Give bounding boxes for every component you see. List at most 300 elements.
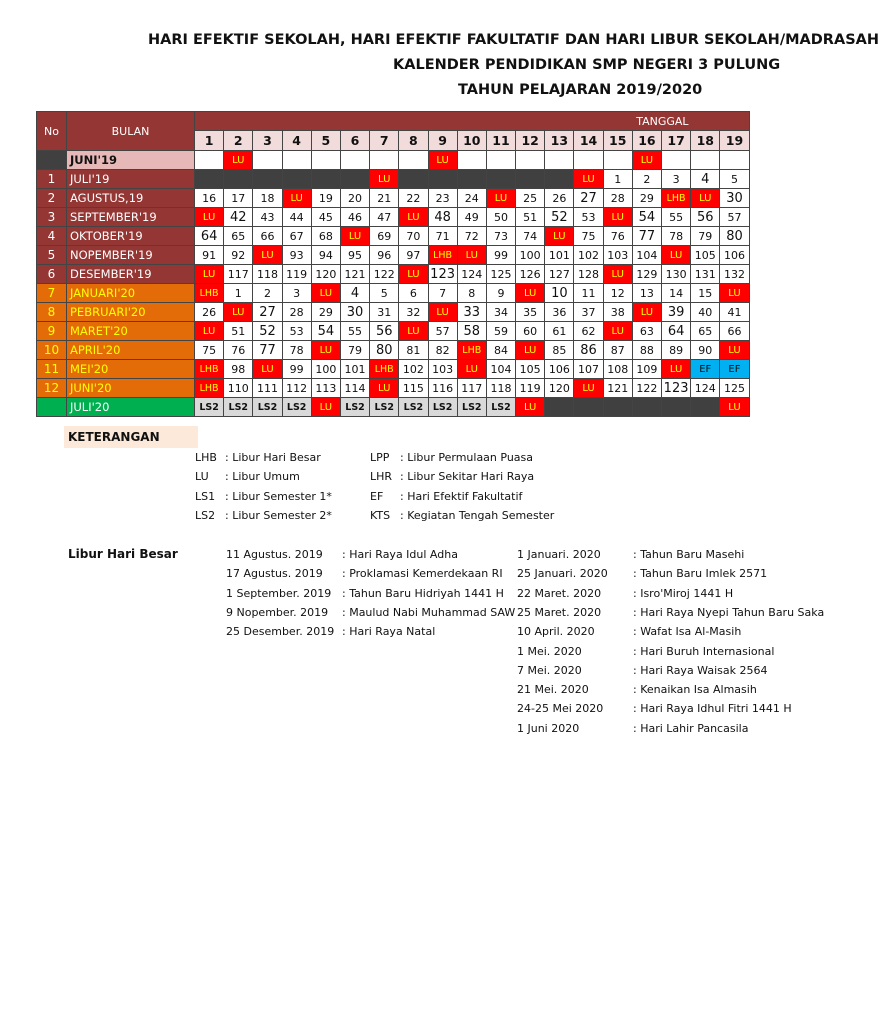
day-count-cell: 126 [516,265,545,284]
day-count-cell: 26 [545,189,574,208]
day-count-cell: 118 [486,379,515,398]
holiday-item [226,587,504,600]
holiday-date: 11 Agustus. 2019 [226,548,323,561]
day-header-4: 4 [282,131,311,151]
title-line-1: HARI EFEKTIF SEKOLAH, HARI EFEKTIF FAKULTATIF DAN HARI LIBUR SEKOLAH/MADRASAH [148,32,879,48]
holiday-cell: LU [603,208,632,227]
holiday-cell: LU [399,208,428,227]
holiday-date: 25 Januari. 2020 [517,567,608,581]
day-count-cell: 104 [632,246,661,265]
holiday-cell: LU [603,322,632,341]
day-count-cell: 99 [282,360,311,379]
holiday-cell: LU [574,170,603,189]
holiday-item [517,548,744,561]
legend-code: LS2 [195,508,216,522]
legend-item [370,451,533,464]
day-count-cell: 122 [632,379,661,398]
legend-desc: : Libur Semester 1* [225,489,332,503]
day-count-cell: 40 [691,303,720,322]
holiday-date: 17 Agustus. 2019 [226,567,323,581]
holiday-cell: LU [574,379,603,398]
day-count-cell: 100 [516,246,545,265]
row-number [37,398,67,417]
day-header-2: 2 [224,131,253,151]
holiday-cell: LU [253,246,282,265]
day-count-cell: 24 [457,189,486,208]
day-count-cell: 26 [195,303,224,322]
empty-cell [311,151,340,170]
empty-cell [545,170,574,189]
day-count-cell: 53 [574,208,603,227]
empty-cell [720,151,749,170]
day-count-cell: 42 [224,208,253,227]
legend-desc: : Libur Hari Besar [225,451,321,464]
month-row [37,341,750,360]
day-count-cell: 70 [399,227,428,246]
day-count-cell: 68 [311,227,340,246]
day-header-11: 11 [486,131,515,151]
bulan-header: BULAN [67,112,195,151]
day-count-cell: 120 [545,379,574,398]
day-header-14: 14 [574,131,603,151]
day-header-1: 1 [195,131,224,151]
holiday-date: 1 September. 2019 [226,586,332,600]
holiday-date: 1 Januari. 2020 [517,548,601,561]
day-count-cell: 30 [340,303,369,322]
empty-cell [195,151,224,170]
holiday-cell: LHB [457,341,486,360]
month-row [37,151,750,170]
holiday-cell: LU [311,341,340,360]
holiday-date: 25 Desember. 2019 [226,625,335,639]
month-name: PEBRUARI'20 [67,303,195,322]
day-count-cell: 29 [311,303,340,322]
day-count-cell: 65 [224,227,253,246]
day-count-cell: 6 [399,284,428,303]
day-count-cell: 128 [574,265,603,284]
holiday-name: : Hari Raya Nyepi Tahun Baru Saka [633,605,825,619]
semester-break-cell: LS2 [370,398,399,417]
day-header-7: 7 [370,131,399,151]
day-count-cell: 55 [662,208,691,227]
empty-cell [370,151,399,170]
day-count-cell: 4 [340,284,369,303]
day-header-12: 12 [516,131,545,151]
empty-cell [253,151,282,170]
holiday-name: : Tahun Baru Imlek 2571 [633,567,768,581]
day-count-cell: 12 [603,284,632,303]
day-count-cell: 74 [516,227,545,246]
day-count-cell: 119 [516,379,545,398]
empty-cell [486,170,515,189]
month-row [37,284,750,303]
empty-cell [691,398,720,417]
day-count-cell: 106 [545,360,574,379]
month-name: JANUARI'20 [67,284,195,303]
row-number: 9 [37,322,67,341]
day-count-cell: 105 [516,360,545,379]
day-count-cell: 77 [253,341,282,360]
holiday-name: : Maulud Nabi Muhammad SAW [342,605,516,619]
calendar-table [36,111,750,417]
holiday-cell: LU [516,284,545,303]
day-count-cell: 30 [720,189,749,208]
legend-desc: : Kegiatan Tengah Semester [400,508,555,522]
day-count-cell: 93 [282,246,311,265]
day-count-cell: 28 [603,189,632,208]
empty-cell [603,151,632,170]
holiday-cell: LU [311,398,340,417]
month-row [37,189,750,208]
day-count-cell: 84 [486,341,515,360]
day-header-6: 6 [340,131,369,151]
month-name: JULI'20 [67,398,195,417]
keterangan-title: KETERANGAN [64,426,198,448]
day-count-cell: 125 [486,265,515,284]
day-count-cell: 114 [340,379,369,398]
day-count-cell: 33 [457,303,486,322]
empty-cell [516,170,545,189]
day-count-cell: 75 [195,341,224,360]
semester-break-cell: LS2 [195,398,224,417]
day-count-cell: 77 [632,227,661,246]
day-count-cell: 103 [603,246,632,265]
legend-desc: : Hari Efektif Fakultatif [400,489,523,503]
legend-code: KTS [370,508,391,522]
day-count-cell: 124 [691,379,720,398]
day-count-cell: 110 [224,379,253,398]
day-count-cell: 46 [340,208,369,227]
holiday-item [517,606,824,619]
holiday-name: : Wafat Isa Al-Masih [633,625,742,639]
day-count-cell: 58 [457,322,486,341]
legend-item [195,470,300,483]
holiday-date: 10 April. 2020 [517,625,595,639]
legend-code: LHB [195,451,217,464]
holiday-cell: LU [224,303,253,322]
day-count-cell: 56 [691,208,720,227]
month-row [37,246,750,265]
empty-cell [195,170,224,189]
day-count-cell: 99 [486,246,515,265]
day-count-cell: 109 [632,360,661,379]
day-count-cell: 121 [603,379,632,398]
ef-cell: EF [691,360,720,379]
title-line-3: TAHUN PELAJARAN 2019/2020 [458,82,703,98]
day-count-cell: 76 [224,341,253,360]
holiday-cell: LU [516,341,545,360]
holiday-item [226,567,503,580]
holiday-cell: LU [486,189,515,208]
day-count-cell: 79 [340,341,369,360]
holiday-item [517,587,733,600]
row-number: 6 [37,265,67,284]
day-count-cell: 72 [457,227,486,246]
legend-code: LHR [370,470,393,484]
row-number [37,151,67,170]
day-count-cell: 51 [516,208,545,227]
empty-cell [574,151,603,170]
empty-cell [428,170,457,189]
holiday-cell: LU [457,360,486,379]
empty-cell [545,151,574,170]
holiday-item [517,645,774,658]
legend-code: LPP [370,451,390,464]
legend-desc: : Libur Sekitar Hari Raya [400,470,535,484]
day-header-13: 13 [545,131,574,151]
day-count-cell: 78 [662,227,691,246]
holiday-cell: LU [457,246,486,265]
holiday-name: : Isro'Miroj 1441 H [633,586,734,600]
empty-cell [691,151,720,170]
legend-item [195,451,321,464]
month-name: NOPEMBER'19 [67,246,195,265]
day-count-cell: 3 [662,170,691,189]
day-count-cell: 97 [399,246,428,265]
day-count-cell: 16 [195,189,224,208]
empty-cell [662,151,691,170]
holiday-name: : Hari Buruh Internasional [633,644,775,658]
day-count-cell: 107 [574,360,603,379]
holiday-date: 7 Mei. 2020 [517,663,582,677]
holiday-item [517,625,741,638]
day-count-cell: 103 [428,360,457,379]
day-count-cell: 65 [691,322,720,341]
ef-cell: EF [720,360,749,379]
no-header: No [37,112,67,151]
holiday-cell: LU [720,284,749,303]
month-row [37,170,750,189]
day-count-cell: 123 [662,379,691,398]
month-row [37,322,750,341]
day-count-cell: 132 [720,265,749,284]
day-count-cell: 91 [195,246,224,265]
holiday-cell: LHB [195,379,224,398]
day-count-cell: 43 [253,208,282,227]
month-row [37,265,750,284]
day-count-cell: 51 [224,322,253,341]
day-count-cell: 87 [603,341,632,360]
day-count-cell: 1 [603,170,632,189]
day-header-18: 18 [691,131,720,151]
semester-break-cell: LS2 [428,398,457,417]
day-count-cell: 61 [545,322,574,341]
day-count-cell: 117 [457,379,486,398]
row-number: 1 [37,170,67,189]
empty-cell [340,170,369,189]
holiday-cell: LU [603,265,632,284]
day-count-cell: 49 [457,208,486,227]
day-count-cell: 102 [574,246,603,265]
month-row [37,379,750,398]
day-count-cell: 52 [253,322,282,341]
day-count-cell: 104 [486,360,515,379]
month-name: JULI'19 [67,170,195,189]
day-count-cell: 78 [282,341,311,360]
empty-cell [516,151,545,170]
month-row [37,360,750,379]
day-count-cell: 95 [340,246,369,265]
holiday-name: : Hari Raya Natal [342,625,436,639]
day-count-cell: 28 [282,303,311,322]
day-count-cell: 44 [282,208,311,227]
empty-cell [311,170,340,189]
day-count-cell: 29 [632,189,661,208]
day-count-cell: 2 [253,284,282,303]
day-count-cell: 36 [545,303,574,322]
month-row [37,398,750,417]
empty-cell [545,398,574,417]
day-count-cell: 64 [195,227,224,246]
legend-code: LS1 [195,489,216,503]
day-count-cell: 90 [691,341,720,360]
holiday-name: : Hari Lahir Pancasila [633,721,749,735]
holiday-item [517,722,748,735]
day-count-cell: 121 [340,265,369,284]
day-count-cell: 52 [545,208,574,227]
day-count-cell: 10 [545,284,574,303]
day-count-cell: 119 [282,265,311,284]
day-count-cell: 15 [691,284,720,303]
day-count-cell: 14 [662,284,691,303]
empty-cell [662,398,691,417]
day-count-cell: 35 [516,303,545,322]
day-count-cell: 67 [282,227,311,246]
day-count-cell: 80 [370,341,399,360]
month-name: OKTOBER'19 [67,227,195,246]
day-count-cell: 130 [662,265,691,284]
holiday-cell: LU [720,398,749,417]
day-count-cell: 112 [282,379,311,398]
day-count-cell: 105 [691,246,720,265]
day-count-cell: 108 [603,360,632,379]
month-name: MARET'20 [67,322,195,341]
holiday-cell: LU [195,208,224,227]
day-count-cell: 120 [311,265,340,284]
empty-cell [574,398,603,417]
tanggal-header: TANGGAL [195,112,750,131]
day-count-cell: 41 [720,303,749,322]
legend-desc: : Libur Semester 2* [225,508,332,522]
holiday-name: : Hari Raya Idhul Fitri 1441 H [633,702,792,716]
holiday-date: 22 Maret. 2020 [517,586,602,600]
day-header-17: 17 [662,131,691,151]
day-count-cell: 22 [399,189,428,208]
holiday-cell: LU [428,151,457,170]
holiday-cell: LU [399,322,428,341]
holiday-cell: LU [195,265,224,284]
holiday-cell: LU [253,360,282,379]
legend-item [370,490,522,503]
holiday-cell: LU [282,189,311,208]
day-count-cell: 31 [370,303,399,322]
day-count-cell: 117 [224,265,253,284]
day-count-cell: 23 [428,189,457,208]
holiday-item [226,625,435,638]
day-count-cell: 13 [632,284,661,303]
month-row [37,303,750,322]
holiday-item [226,548,458,561]
day-count-cell: 27 [253,303,282,322]
day-count-cell: 57 [720,208,749,227]
row-number: 3 [37,208,67,227]
day-count-cell: 85 [545,341,574,360]
month-name: AGUSTUS,19 [67,189,195,208]
empty-cell [224,170,253,189]
holiday-cell: LU [632,151,661,170]
day-count-cell: 20 [340,189,369,208]
semester-break-cell: LS2 [399,398,428,417]
day-count-cell: 73 [486,227,515,246]
month-name: DESEMBER'19 [67,265,195,284]
day-count-cell: 82 [428,341,457,360]
day-count-cell: 32 [399,303,428,322]
month-name: JUNI'19 [67,151,195,170]
holiday-cell: LHB [370,360,399,379]
holiday-cell: LU [662,246,691,265]
day-count-cell: 57 [428,322,457,341]
day-count-cell: 62 [574,322,603,341]
day-count-cell: 5 [370,284,399,303]
holiday-date: 25 Maret. 2020 [517,605,602,619]
day-count-cell: 115 [399,379,428,398]
holiday-item [517,702,792,715]
row-number: 2 [37,189,67,208]
month-name: APRIL'20 [67,341,195,360]
day-count-cell: 88 [632,341,661,360]
holiday-name: : Proklamasi Kemerdekaan RI [342,567,503,581]
month-name: SEPTEMBER'19 [67,208,195,227]
day-count-cell: 86 [574,341,603,360]
holiday-item [517,567,767,580]
row-number: 12 [37,379,67,398]
empty-cell [340,151,369,170]
holiday-name: : Kenaikan Isa Almasih [633,683,757,697]
day-header-16: 16 [632,131,661,151]
day-count-cell: 27 [574,189,603,208]
holiday-date: 1 Mei. 2020 [517,644,582,658]
day-count-cell: 63 [632,322,661,341]
day-count-cell: 75 [574,227,603,246]
holiday-item [226,606,515,619]
day-count-cell: 101 [340,360,369,379]
day-count-cell: 94 [311,246,340,265]
holiday-date: 1 Juni 2020 [517,721,580,735]
row-number: 7 [37,284,67,303]
day-count-cell: 100 [311,360,340,379]
semester-break-cell: LS2 [457,398,486,417]
legend-desc: : Libur Permulaan Puasa [400,451,534,464]
holiday-cell: LU [195,322,224,341]
month-name: JUNI'20 [67,379,195,398]
day-count-cell: 129 [632,265,661,284]
holiday-cell: LU [311,284,340,303]
month-name: MEI'20 [67,360,195,379]
day-count-cell: 125 [720,379,749,398]
day-count-cell: 34 [486,303,515,322]
day-count-cell: 102 [399,360,428,379]
holiday-cell: LU [632,303,661,322]
holiday-cell: LU [720,341,749,360]
day-count-cell: 89 [662,341,691,360]
holiday-cell: LU [662,360,691,379]
day-count-cell: 25 [516,189,545,208]
month-row [37,227,750,246]
row-number: 8 [37,303,67,322]
holiday-cell: LU [516,398,545,417]
day-count-cell: 124 [457,265,486,284]
holiday-cell: LU [370,379,399,398]
